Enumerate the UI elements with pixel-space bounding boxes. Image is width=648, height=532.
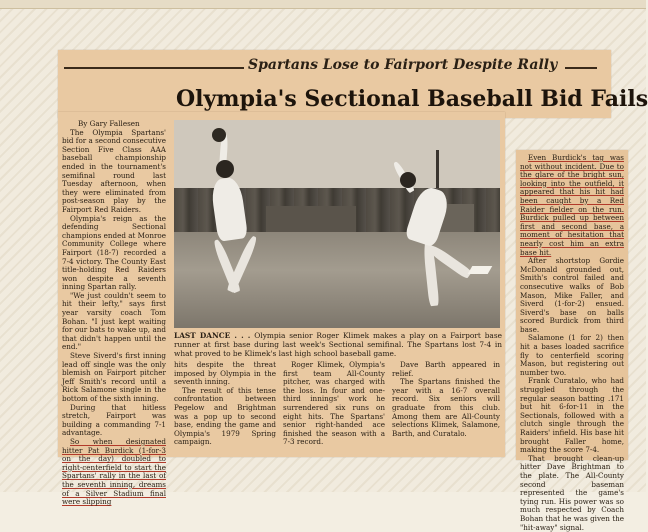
article-column-4 xyxy=(392,361,500,453)
paragraph: Salamone (1 for 2) then hit a bases loaded sacrifice fly to centerfield scoring Mason, but registering out number two. xyxy=(520,333,624,377)
paragraph: The result of this tense confrontation between Pegelow and Brightman was a pop up to second base, ending the game and Olympia's 1979 Spring campaign. xyxy=(174,385,276,447)
kicker-rule-left xyxy=(64,67,244,69)
paragraph: The Olympia Spartans' bid for a second consecutive Section Five Class AAA baseball championship ended in the tournament's semifinal round last Tuesday afternoon, when they were eliminated from post-season play by the Fairport Red Raiders. xyxy=(62,127,166,214)
byline: By Gary Fallesen xyxy=(78,119,140,128)
caption-text: Olympia senior Roger Klimek makes a play on a Fairport base runner at first base during last week's Sectional semifinal. The Spartans lost 7-4 in what proved to be Klimek's last high school baseball game. xyxy=(174,331,503,358)
paragraph: Dave Barth appeared in relief. xyxy=(392,360,500,378)
article-body-clipping xyxy=(58,112,505,507)
article-column-3 xyxy=(283,361,385,453)
article-column-2 xyxy=(174,361,276,453)
page-top-edge xyxy=(0,0,646,9)
article-column-1 xyxy=(62,119,166,507)
paragraph-highlighted: Even Burdick's tag was not without incident. Due to the glare of the bright sun, looking into the outfield, it appeared that his hit had been caught by a Red Raider fielder on the run. Burdick pulled up between first and second base, a moment of hesitation that nearly cost him an extra base hit. xyxy=(520,153,624,257)
paragraph: Frank Curatalo, who had struggled through the regular season batting .171 but hit 6-for-11 in the Sectionals, followed with a clutch single through the Raiders' infield. His base hit brought Faller home, making the score 7-4. xyxy=(520,376,624,455)
photo-caption xyxy=(174,331,502,358)
fielder-cap xyxy=(400,172,416,188)
article-column-5 xyxy=(520,153,624,532)
kicker-rule-right xyxy=(565,67,597,69)
paragraph: Steve Siverd's first inning lead off single was the only blemish on Fairport pitcher Jeff Smith's record until a Rick Salamone single in the bottom of the sixth inning. xyxy=(62,351,166,403)
paragraph: The Spartans finished the year with a 16-7 overall record. Six seniors will graduate from this club. Among them are All-County selections Klimek, Salamone, Barth, and Curatalo. xyxy=(392,377,500,438)
caption-lead: LAST DANCE . . . xyxy=(174,331,251,340)
paragraph: During that hitless stretch, Fairport was building a commanding 7-1 advantage. xyxy=(62,402,166,438)
photo-building xyxy=(266,206,356,234)
runner-helmet xyxy=(216,160,234,178)
paragraph: Roger Klimek, Olympia's first team All-County pitcher, was charged with the loss. In four and one-third innings' work he surrendered six runs on eight hits. The Spartans' senior right-handed ace finished the season with a 7-3 record. xyxy=(283,360,385,447)
continuation-clipping xyxy=(516,150,628,532)
runner-glove xyxy=(212,128,226,142)
paragraph: After shortstop Gordie McDonald grounded out, Smith's control failed and consecutive walks of Bob Mason, Mike Faller, and Siverd (1-for-2) ensued. Siverd's base on balls scored Burdick from third base. xyxy=(520,256,624,334)
paragraph: "We just couldn't seem to hit their lefty," says first year varsity coach Tom Bohan. "I just kept waiting for our bats to wake up, and that didn't happen until the end." xyxy=(62,290,166,352)
paragraph: That brought clean-up hitter Dave Brightman to the plate. The All-County second baseman represented the game's tying run. His power was so much respected by Coach Bohan that he was given the "hit-away" signal. xyxy=(520,453,624,532)
headline-clipping xyxy=(58,50,648,118)
kicker-headline: Spartans Lose to Fairport Despite Rally xyxy=(248,57,558,73)
paragraph-highlighted: So when designated hitter Pat Burdick (1-for-3 on the day) doubled to right-centerfield to start the Spartans' rally in the last of the seventh inning, dreams of a Silver Stadium final were slipping xyxy=(62,436,166,507)
paragraph: Olympia's reign as the defending Sectional champions ended at Monroe Community College where Fairport (18-7) recorded a 7-4 victory. The County East title-holding Red Raiders won despite a seventh inning Spartan rally. xyxy=(62,213,166,292)
paragraph: hits despite the threat imposed by Olympia in the seventh inning. xyxy=(174,360,276,387)
baseball-action-photo xyxy=(174,120,500,328)
main-headline: Olympia's Sectional Baseball Bid Fails xyxy=(176,86,648,112)
